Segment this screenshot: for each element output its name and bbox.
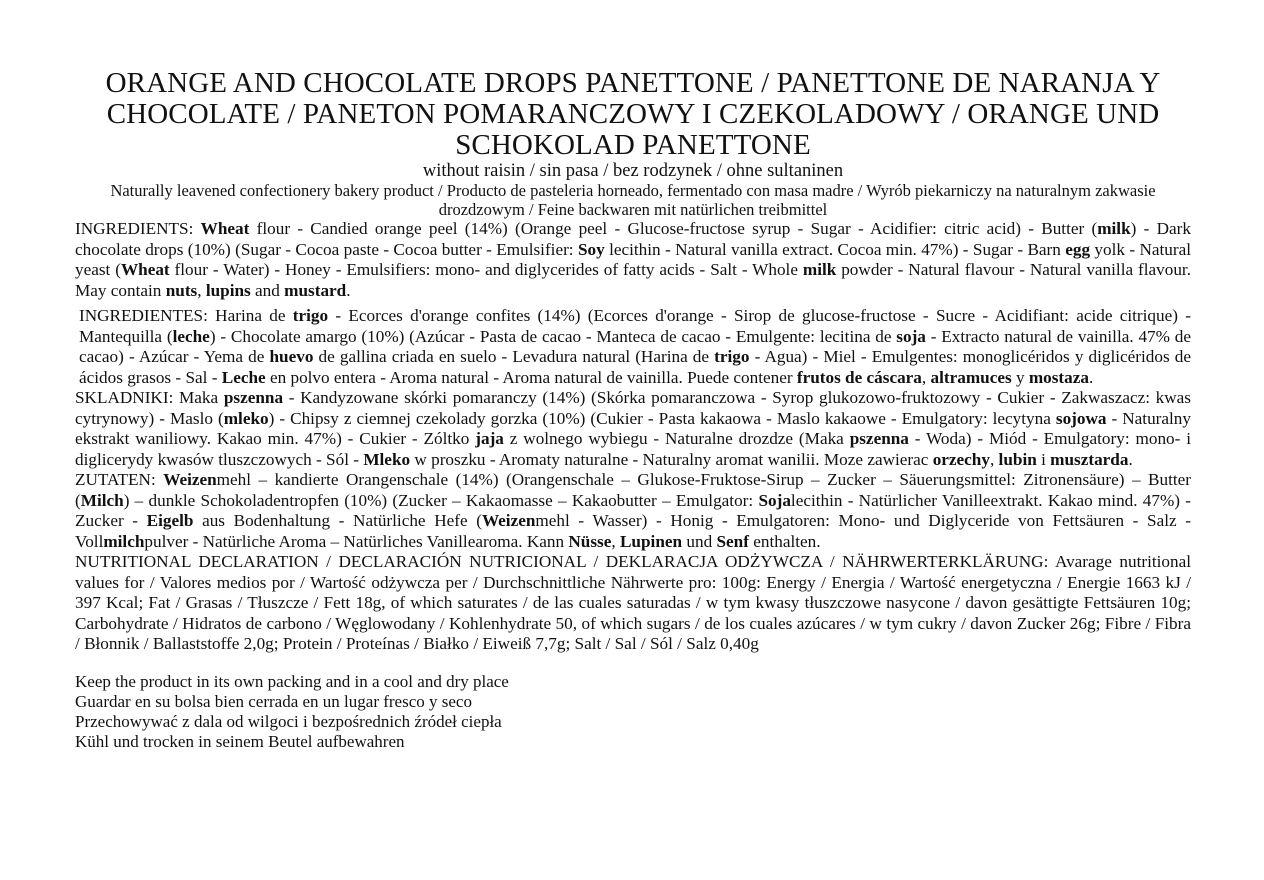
allergen-word: frutos de cáscara xyxy=(796,367,922,387)
allergen-word: musztarda xyxy=(1050,449,1129,469)
ingredients-german: ZUTATEN: Weizenmehl – kandierte Orangenschale (14%) (Orangenschale – Glukose-Fruktose-Sirup – Zucker – Säuerungsmittel: Zitronensäure) – Butter (Milch) – dunkle Schokoladentropfen (10%) (Zucker – Kakaomasse – Kakaobutter – Emulgator: Sojalecithin - Natürlicher Vanilleextrakt. Kakao mind. 47%) - Zucker - Eigelb aus Bodenhaltung - Natürliche Hefe (Weizenmehl - Wasser) - Honig - Emulgatoren: Mono- und Diglyceride von Fettsäuren - Salz - Vollmilchpulver - Natürliche Aroma – Natürliches Vanillearoma. Kann Nüsse, Lupinen und Senf enthalten. xyxy=(75,470,1191,551)
ingredients-spanish: INGREDIENTES: Harina de trigo - Ecorces d'orange confites (14%) (Ecorces d'orange - Sirop de glucose-fructose - Sucre - Acidifiant: acide citrique) - Mantequilla (leche) - Chocolate amargo (10%) (Azúcar - Pasta de cacao - Manteca de cacao - Emulgente: lecitina de soja - Extracto natural de vainilla. 47% de cacao) - Azúcar - Yema de huevo de gallina criada en suelo - Levadura natural (Harina de trigo - Agua) - Miel - Emulgentes: monoglicéridos y diglicéridos de ácidos grasos - Sal - Leche en polvo entera - Aroma natural - Aroma natural de vainilla. Puede contener frutos de cáscara, altramuces y mostaza. xyxy=(79,306,1191,387)
nutrition-declaration: NUTRITIONAL DECLARATION / DECLARACIÓN NUTRICIONAL / DEKLARACJA ODŻYWCZA / NÄHRWERTERKLÄRUNG: Avarage nutritional values for / Valores medios por / Wartość odżywcza per / Durchschnittliche Nährwerte pro: 100g: Energy / Energia / Wartość energetyczna / Energie 1663 kJ / 397 Kcal; Fat / Grasas / Tłuszcze / Fett 18g, of which saturates / de las cuales saturadas / w tym kwasy tłuszczowe nasycone / davon gesättigte Fettsäuren 10g; Carbohydrate / Hidratos de carbono / Węglowodany / Kohlenhydrate 50, of which sugars / de los cuales azúcares / w tym cukry / davon Zucker 26g; Fibre / Fibra / Błonnik / Ballaststoffe 2,0g; Protein / Proteínas / Białko / Eiweiß 7,7g; Salt / Sal / Sól / Salz 0,40g xyxy=(75,552,1191,653)
allergen-word: mleko xyxy=(223,408,269,428)
allergen-word: lubin xyxy=(998,449,1037,469)
storage-line-es: Guardar en su bolsa bien cerrada en un lugar fresco y seco xyxy=(75,691,472,711)
allergen-word: mustard xyxy=(284,280,347,300)
product-description: Naturally leavened confectionery bakery product / Producto de pasteleria horneado, fermentado con masa madre / Wyrób piekarniczy na naturalnym zakwasie drozdzowym / Feine backwaren mit natürlichen treibmittel xyxy=(110,181,1156,219)
allergen-word: trigo xyxy=(714,347,750,366)
allergen-word: milch xyxy=(103,531,145,551)
allergen-word: orzechy xyxy=(932,449,990,469)
allergen-word: leche xyxy=(172,326,210,346)
allergen-word: lupins xyxy=(205,280,251,300)
allergen-word: soja xyxy=(896,326,926,346)
allergen-word: Weizen xyxy=(481,511,536,530)
product-label xyxy=(75,68,1191,752)
allergen-word: nuts xyxy=(165,280,198,300)
storage-line-en: Keep the product in its own packing and in a cool and dry place xyxy=(75,671,509,691)
allergen-word: Lupinen xyxy=(619,531,683,551)
storage-instructions xyxy=(75,672,1191,752)
allergen-word: Wheat xyxy=(120,260,170,279)
allergen-word: sojowa xyxy=(1055,408,1107,428)
allergen-word: Soja xyxy=(758,490,791,510)
allergen-word: milk xyxy=(1097,219,1131,238)
storage-line-pl: Przechowywać z dala od wilgoci i bezpośrednich źródeł ciepła xyxy=(75,711,502,731)
allergen-word: Milch xyxy=(80,490,124,510)
allergen-word: pszenna xyxy=(223,388,284,407)
allergen-word: egg xyxy=(1065,239,1091,259)
product-title: ORANGE AND CHOCOLATE DROPS PANETTONE / PANETTONE DE NARANJA Y CHOCOLATE / PANETON POMARANCZOWY I CZEKOLADOWY / ORANGE UND SCHOKOLAD PANETTONE xyxy=(105,67,1161,161)
allergen-word: milk xyxy=(802,260,837,279)
allergen-word: pszenna xyxy=(849,429,909,448)
allergen-word: Eigelb xyxy=(146,511,194,530)
allergen-word: mostaza xyxy=(1028,367,1089,387)
ingredients-english: INGREDIENTS: Wheat flour - Candied orange peel (14%) (Orange peel - Glucose-fructose syrup - Sugar - Acidifier: citric acid) - Butter (milk) - Dark chocolate drops (10%) (Sugar - Cocoa paste - Cocoa butter - Emulsifier: Soy lecithin - Natural vanilla extract. Cocoa min. 47%) - Sugar - Barn egg yolk - Natural yeast (Wheat flour - Water) - Honey - Emulsifiers: mono- and diglycerides of fatty acids - Salt - Whole milk powder - Natural flavour - Natural vanilla flavour. May contain nuts, lupins and mustard. xyxy=(75,219,1191,300)
allergen-word: Nüsse xyxy=(568,531,612,551)
allergen-word: altramuces xyxy=(930,367,1012,387)
storage-line-de: Kühl und trocken in seinem Beutel aufbewahren xyxy=(75,731,405,751)
product-subtitle: without raisin / sin pasa / bez rodzynek / ohne sultaninen xyxy=(422,161,844,181)
allergen-word: Soy xyxy=(577,239,605,259)
allergen-word: Mleko xyxy=(363,449,411,469)
allergen-word: Wheat xyxy=(200,219,250,238)
allergen-word: trigo xyxy=(292,306,329,325)
allergen-word: jaja xyxy=(475,429,504,448)
ingredients-polish: SKLADNIKI: Maka pszenna - Kandyzowane skórki pomaranczy (14%) (Skórka pomaranczowa - Syrop glukozowo-fruktozowy - Cukier - Zakwaszacz: kwas cytrynowy) - Maslo (mleko) - Chipsy z ciemnej czekolady gorzka (10%) (Cukier - Pasta kakaowa - Maslo kakaowe - Emulgatory: lecytyna sojowa - Naturalny ekstrakt waniliowy. Kakao min. 47%) - Cukier - Zóltko jaja z wolnego wybiegu - Naturalne drozdze (Maka pszenna - Woda) - Miód - Emulgatory: mono- i diglicerydy kwasów tluszczowych - Sól - Mleko w proszku - Aromaty naturalne - Naturalny aromat wanilii. Moze zawierac orzechy, lubin i musztarda. xyxy=(75,388,1192,469)
allergen-word: huevo xyxy=(269,347,314,366)
allergen-word: Senf xyxy=(716,531,749,551)
allergen-word: Leche xyxy=(221,367,266,387)
allergen-word: Weizen xyxy=(163,470,217,489)
